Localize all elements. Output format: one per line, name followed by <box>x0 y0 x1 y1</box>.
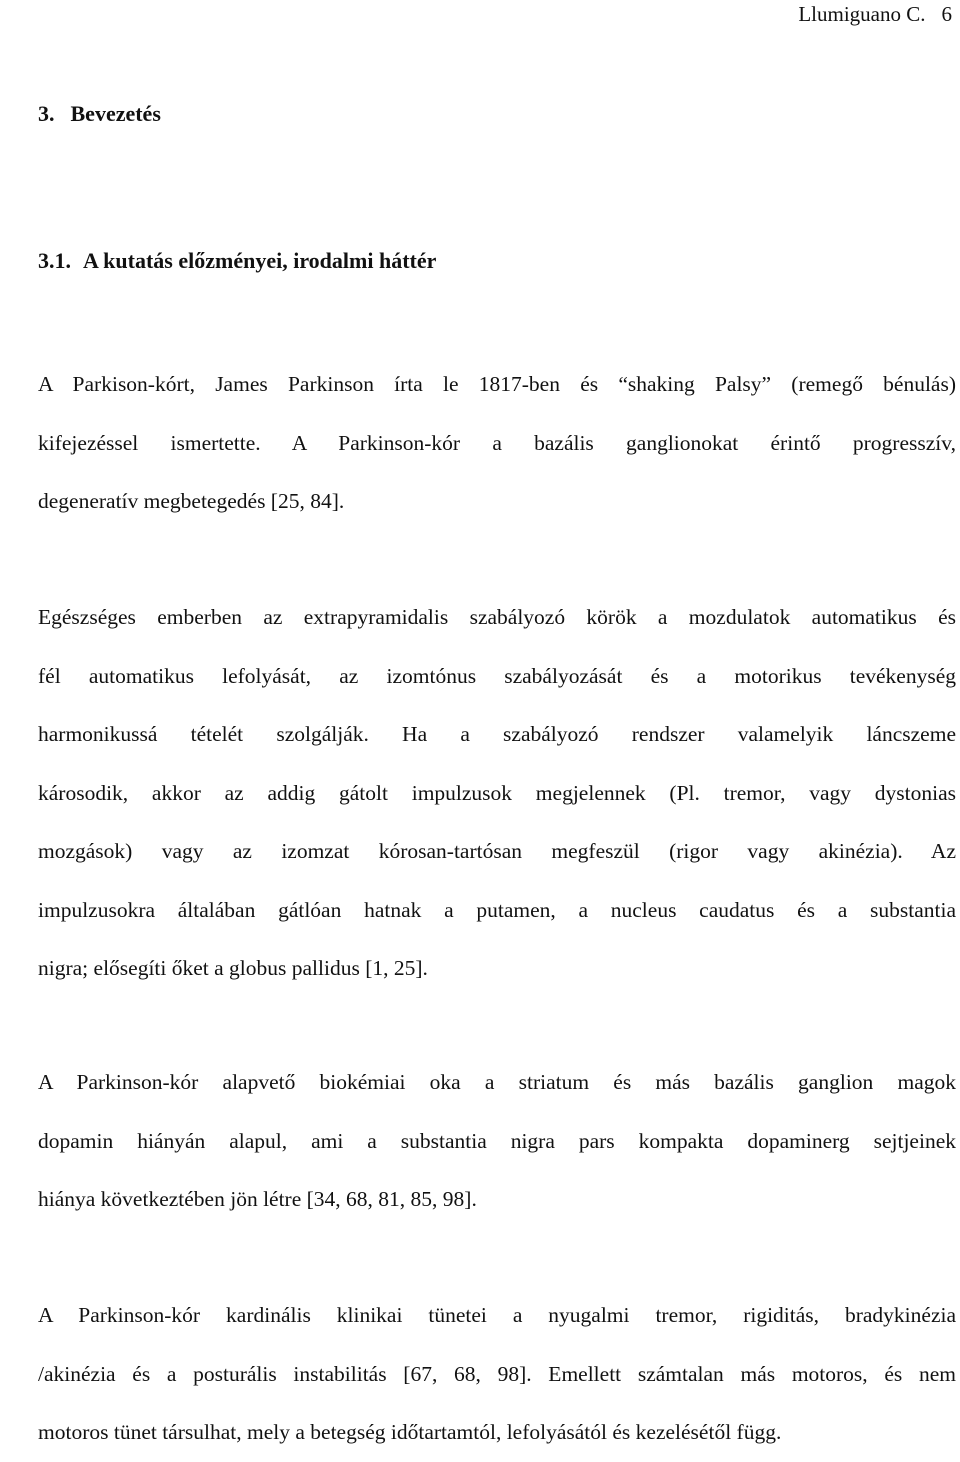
paragraph-line: /akinézia és a posturális instabilitás [67, 68, 98]. Emellett számtalan más motoros, és nem <box>38 1361 956 1386</box>
paragraph-line: mozgások) vagy az izomzat kórosan-tartósan megfeszül (rigor vagy akinézia). Az <box>38 839 956 863</box>
paragraph-line: kifejezéssel ismertette. A Parkinson-kór a bazális ganglionokat érintő progresszív, <box>38 430 956 455</box>
paragraph <box>38 588 956 998</box>
paragraph <box>38 1053 956 1229</box>
running-header <box>798 2 952 26</box>
subsection-number: 3.1. <box>38 248 71 273</box>
paragraph-line: fél automatikus lefolyását, az izomtónus szabályozását és a motorikus tevékenység <box>38 663 956 688</box>
paragraph-line: A Parkinson-kór kardinális klinikai tünetei a nyugalmi tremor, rigiditás, bradykinézia <box>38 1303 956 1327</box>
paragraph <box>38 355 956 531</box>
paragraph-line: A Parkison-kórt, James Parkinson írta le 1817-ben és “shaking Palsy” (remegő bénulás) <box>38 372 956 396</box>
paragraph-line: dopamin hiányán alapul, ami a substantia nigra pars kompakta dopaminerg sejtjeinek <box>38 1128 956 1153</box>
paragraph <box>38 1286 956 1462</box>
paragraph-line: károsodik, akkor az addig gátolt impulzusok megjelennek (Pl. tremor, vagy dystonias <box>38 780 956 805</box>
section-number: 3. <box>38 101 55 126</box>
paragraph-line: motoros tünet társulhat, mely a betegség időtartamtól, lefolyásától és kezelésétől függ. <box>38 1420 782 1444</box>
section-title: Bevezetés <box>70 101 161 126</box>
paragraph-line: A Parkinson-kór alapvető biokémiai oka a striatum és más bazális ganglion magok <box>38 1070 956 1094</box>
page-number: 6 <box>941 2 952 26</box>
paragraph-line: degeneratív megbetegedés [25, 84]. <box>38 489 345 513</box>
paragraph-line: nigra; elősegíti őket a globus pallidus [1, 25]. <box>38 956 428 980</box>
paragraph-line: hiánya következtében jön létre [34, 68, 81, 85, 98]. <box>38 1187 477 1211</box>
paragraph-line: harmonikussá tételét szolgálják. Ha a szabályozó rendszer valamelyik láncszeme <box>38 722 956 746</box>
section-heading <box>38 100 161 128</box>
subsection-title: A kutatás előzményei, irodalmi háttér <box>83 248 437 273</box>
header-author: Llumiguano C. <box>798 2 926 26</box>
subsection-heading <box>38 247 436 275</box>
paragraph-line: impulzusokra általában gátlóan hatnak a putamen, a nucleus caudatus és a substantia <box>38 897 956 922</box>
paragraph-line: Egészséges emberben az extrapyramidalis szabályozó körök a mozdulatok automatikus és <box>38 605 956 629</box>
